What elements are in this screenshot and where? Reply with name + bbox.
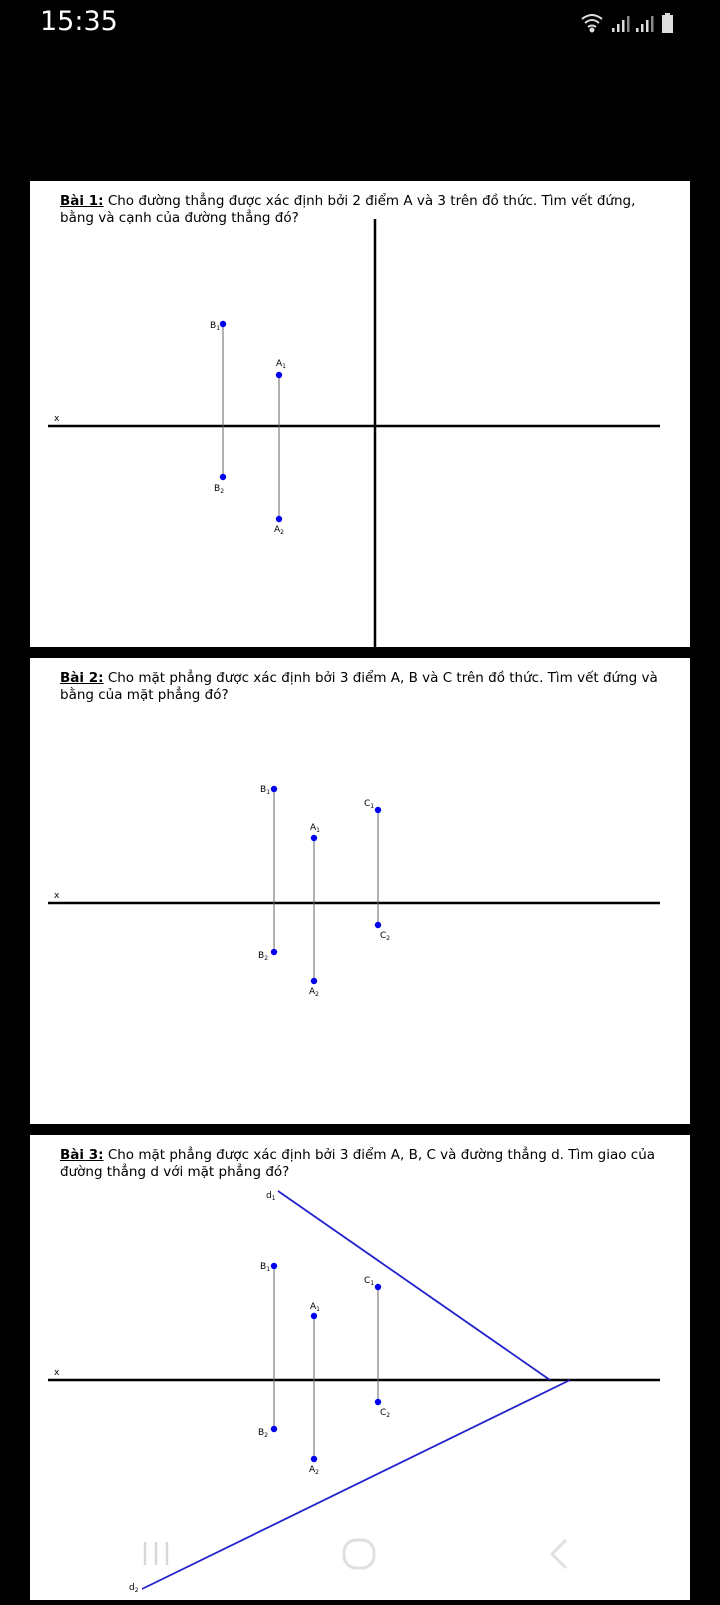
navigation-bar [0,1520,720,1600]
label-d1: $d_1$ [266,1191,276,1202]
problem-3-text: Bài 3: Cho mặt phẳng được xác định bởi 3 điểm A, B, C và đường thẳng d. Tìm giao của đường thẳng d với mặt phẳng đó? [60,1147,656,1180]
point-a1 [276,372,282,378]
label-c2: $C_2$ [380,1408,391,1419]
label-c1: $C_1$ [364,799,375,810]
label-d2: $d_2$ [129,1583,139,1594]
label-a1: $A_1$ [310,1302,320,1313]
battery-icon [662,13,673,33]
problem-2-diagram [30,658,690,1124]
signal-icon [636,16,654,32]
point-b2 [220,474,226,480]
problem-1-diagram [30,181,690,647]
line-d1 [278,1191,550,1380]
label-b2: $B_2$ [258,951,269,962]
label-b2: $B_2$ [214,484,225,495]
problem-1-text: Bài 1: Cho đường thẳng được xác định bởi 2 điểm A và 3 trên đồ thức. Tìm vết đứng, bằng và cạnh của đường thẳng đó? [60,193,636,226]
point-b1 [271,786,277,792]
label-a1: $A_1$ [276,359,286,370]
point-c2 [375,1399,381,1405]
problem-1-card [30,181,690,647]
axis-label: x [54,891,60,901]
label-b1: $B_1$ [260,1262,271,1273]
point-c1 [375,807,381,813]
point-c1 [375,1284,381,1290]
status-icons [580,10,680,41]
label-a2: $A_2$ [309,987,319,998]
point-a2 [311,978,317,984]
point-b1 [271,1263,277,1269]
back-button[interactable] [540,1532,580,1576]
home-button[interactable] [344,1540,374,1568]
label-b2: $B_2$ [258,1428,269,1439]
point-c2 [375,922,381,928]
axis-label: x [54,1368,60,1378]
status-time: 15:35 [40,6,118,37]
signal-icon [612,16,630,32]
label-b1: $B_1$ [210,321,221,332]
point-a1 [311,1313,317,1319]
point-a1 [311,835,317,841]
label-a1: $A_1$ [310,823,320,834]
wifi-icon [582,15,602,32]
point-b2 [271,949,277,955]
point-b2 [271,1426,277,1432]
axis-label: x [54,414,60,424]
point-b1 [220,321,226,327]
label-c2: $C_2$ [380,931,391,942]
point-a2 [311,1456,317,1462]
label-c1: $C_1$ [364,1276,375,1287]
label-a2: $A_2$ [274,525,284,536]
status-bar [0,0,720,48]
label-a2: $A_2$ [309,1465,319,1476]
problem-2-text: Bài 2: Cho mặt phẳng được xác định bởi 3 điểm A, B và C trên đồ thức. Tìm vết đứng và bằng của mặt phẳng đó? [60,670,658,703]
label-b1: $B_1$ [260,785,271,796]
recent-apps-button[interactable] [130,1532,180,1574]
point-a2 [276,516,282,522]
problem-2-card [30,658,690,1124]
